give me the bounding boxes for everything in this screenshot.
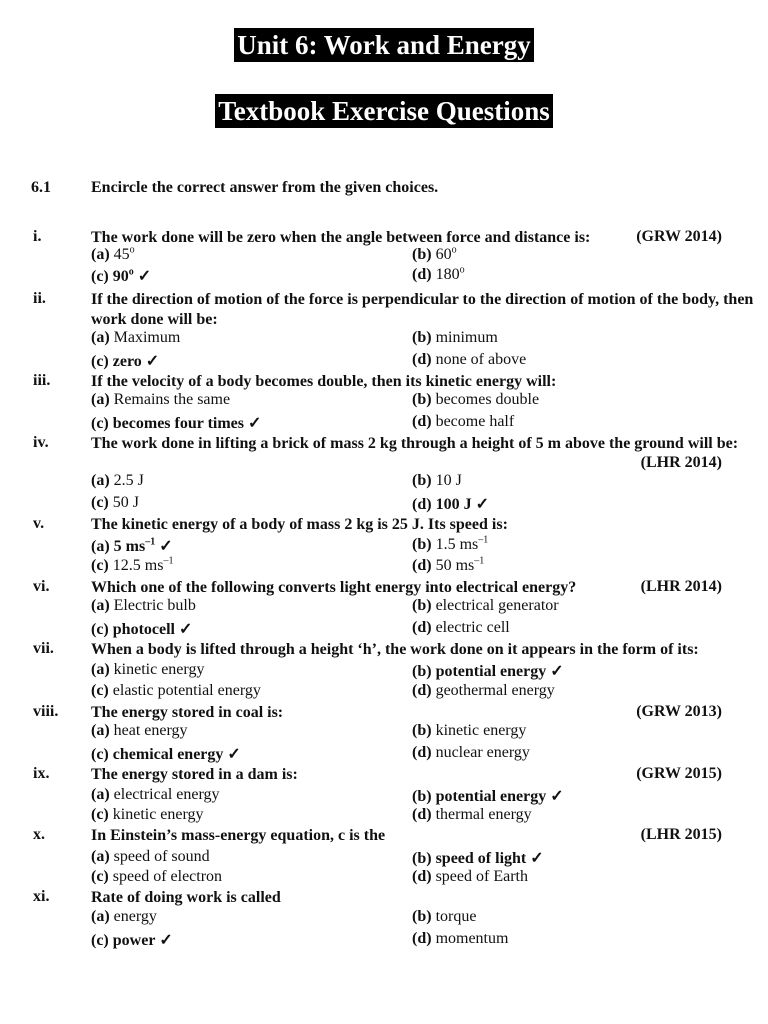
answer-option: [412, 351, 526, 369]
option-superscript: o: [129, 244, 135, 256]
checkmark-icon: ✓: [475, 496, 489, 513]
question-reference: (GRW 2013): [636, 703, 722, 720]
option-text: electrical generator: [435, 597, 559, 614]
option-label: (b): [412, 788, 432, 805]
option-label: (b): [412, 536, 432, 553]
answer-option-correct: [91, 413, 261, 433]
option-text: electric cell: [435, 619, 510, 636]
option-text: none of above: [435, 351, 527, 368]
option-text: speed of electron: [112, 868, 223, 885]
checkmark-icon: ✓: [159, 932, 173, 949]
option-label: (a): [91, 391, 110, 408]
answer-option: [91, 682, 261, 700]
checkmark-icon: ✓: [145, 353, 160, 370]
question-text: If the velocity of a body becomes double, then its kinetic energy will:: [91, 373, 557, 390]
question-text: Rate of doing work is called: [91, 889, 281, 906]
option-text: speed of Earth: [435, 868, 528, 885]
option-superscript: o: [459, 264, 465, 276]
option-text: 5 ms: [113, 538, 146, 555]
option-superscript: o: [128, 266, 134, 278]
question-text: The kinetic energy of a body of mass 2 kg is 25 J. Its speed is:: [91, 516, 508, 533]
page-subtitle-text: Textbook Exercise Questions: [215, 94, 553, 128]
option-text: becomes double: [435, 391, 540, 408]
option-label: (a): [91, 597, 110, 614]
question-number: vii.: [33, 640, 54, 657]
option-text: power: [112, 932, 156, 949]
option-label: (a): [91, 329, 110, 346]
option-label: (b): [412, 663, 432, 680]
option-text: speed of light: [435, 850, 527, 867]
option-text: nuclear energy: [435, 744, 530, 761]
checkmark-icon: ✓: [248, 415, 262, 432]
option-text: geothermal energy: [435, 682, 555, 699]
option-label: (c): [91, 806, 109, 823]
option-text: Maximum: [113, 329, 181, 346]
checkmark-icon: ✓: [550, 663, 564, 680]
option-label: (d): [412, 351, 432, 368]
option-text: Remains the same: [113, 391, 231, 408]
option-label: (b): [412, 850, 432, 867]
question-text: The work done will be zero when the angle between force and distance is:: [91, 229, 591, 246]
answer-option-correct: [412, 494, 489, 514]
option-text: kinetic energy: [435, 722, 527, 739]
page-title: [0, 28, 768, 62]
answer-option: [412, 930, 508, 948]
question-reference: (GRW 2014): [636, 228, 722, 245]
option-label: (b): [412, 597, 432, 614]
option-label: (a): [91, 848, 110, 865]
option-label: (d): [412, 744, 432, 761]
option-text: 100 J: [435, 496, 472, 513]
option-label: (d): [412, 413, 432, 430]
question-number: x.: [33, 826, 45, 843]
option-label: (a): [91, 722, 110, 739]
answer-option: [412, 619, 510, 637]
question-reference: (LHR 2014): [640, 454, 722, 471]
option-text: 60: [435, 246, 452, 263]
option-label: (c): [91, 932, 109, 949]
answer-option: [412, 868, 528, 886]
option-text: momentum: [435, 930, 509, 947]
option-text: Electric bulb: [113, 597, 196, 614]
option-text: 90: [112, 268, 129, 285]
option-text: 10 J: [435, 472, 462, 489]
option-label: (d): [412, 682, 432, 699]
option-text: 180: [435, 266, 460, 283]
question-reference: (LHR 2015): [640, 826, 722, 843]
question-number: ix.: [33, 765, 50, 782]
answer-option-correct: [412, 848, 544, 868]
answer-option: [412, 806, 532, 824]
answer-option-correct: [412, 661, 564, 681]
page-subtitle: [0, 94, 768, 128]
question-text: The work done in lifting a brick of mass 2 kg through a height of 5 m above the ground will be:: [91, 435, 739, 452]
option-label: (b): [412, 908, 432, 925]
option-superscript: –1: [474, 555, 485, 567]
option-text: energy: [113, 908, 157, 925]
option-label: (a): [91, 538, 110, 555]
exercise-number: 6.1: [31, 179, 51, 196]
option-text: zero: [112, 353, 142, 370]
answer-option: [91, 908, 157, 926]
answer-option: [412, 536, 488, 554]
answer-option: [412, 597, 559, 615]
answer-option-correct: [91, 536, 173, 556]
option-text: minimum: [435, 329, 498, 346]
answer-option-correct: [91, 619, 192, 639]
option-label: (d): [412, 496, 432, 513]
option-text: photocell: [112, 621, 175, 638]
answer-option: [412, 266, 465, 284]
question-number: iii.: [33, 372, 51, 389]
answer-option: [91, 806, 204, 824]
option-text: kinetic energy: [113, 661, 205, 678]
question-number: v.: [33, 515, 45, 532]
answer-option-correct: [91, 744, 241, 764]
answer-option: [91, 494, 139, 512]
option-label: (c): [91, 621, 109, 638]
answer-option: [91, 868, 222, 886]
option-text: 50 J: [112, 494, 139, 511]
question-text: The energy stored in coal is:: [91, 704, 284, 721]
option-label: (b): [412, 722, 432, 739]
question-number: ii.: [33, 290, 46, 307]
answer-option: [91, 722, 188, 740]
option-label: (b): [412, 329, 432, 346]
question-text: If the direction of motion of the force is perpendicular to the direction of motion of the body, then work done will be:: [91, 291, 754, 328]
option-text: potential energy: [435, 663, 547, 680]
answer-option: [412, 472, 462, 490]
checkmark-icon: ✓: [550, 788, 564, 805]
option-superscript: –1: [478, 534, 489, 546]
answer-option: [412, 908, 476, 926]
option-text: heat energy: [113, 722, 188, 739]
option-text: 1.5 ms: [435, 536, 479, 553]
answer-option: [412, 246, 457, 264]
option-label: (c): [91, 682, 109, 699]
answer-option: [91, 391, 230, 409]
exercise-instruction-text: Encircle the correct answer from the given choices.: [91, 179, 439, 196]
option-label: (a): [91, 786, 110, 803]
option-label: (c): [91, 415, 109, 432]
option-label: (d): [412, 266, 432, 283]
option-label: (c): [91, 353, 109, 370]
option-label: (a): [91, 908, 110, 925]
option-label: (c): [91, 494, 109, 511]
checkmark-icon: ✓: [137, 268, 152, 285]
answer-option: [412, 744, 530, 762]
answer-option: [412, 329, 498, 347]
answer-option: [91, 246, 135, 264]
question-number: xi.: [33, 888, 50, 905]
answer-option: [91, 786, 220, 804]
checkmark-icon: ✓: [159, 538, 173, 555]
option-text: becomes four times: [112, 415, 244, 432]
option-text: speed of sound: [113, 848, 210, 865]
option-superscript: –1: [163, 555, 174, 567]
option-text: kinetic energy: [112, 806, 204, 823]
answer-option: [412, 391, 539, 409]
answer-option-correct: [412, 786, 564, 806]
option-text: 45: [113, 246, 130, 263]
answer-option: [91, 597, 196, 615]
page-title-text: Unit 6: Work and Energy: [234, 28, 534, 62]
option-label: (c): [91, 268, 109, 285]
answer-option-correct: [91, 266, 151, 286]
question-text: The energy stored in a dam is:: [91, 766, 298, 783]
answer-option: [91, 661, 204, 679]
option-label: (d): [412, 619, 432, 636]
option-label: (a): [91, 661, 110, 678]
question-text: In Einstein’s mass-energy equation, c is the: [91, 827, 386, 844]
question-number: i.: [33, 228, 42, 245]
answer-option: [91, 848, 210, 866]
option-text: 12.5 ms: [112, 557, 164, 574]
option-label: (d): [412, 930, 432, 947]
option-label: (c): [91, 746, 109, 763]
question-text: When a body is lifted through a height ‘h’, the work done on it appears in the form of its:: [91, 641, 699, 658]
question-number: viii.: [33, 703, 59, 720]
answer-option: [412, 682, 555, 700]
option-text: potential energy: [435, 788, 547, 805]
option-text: elastic potential energy: [112, 682, 261, 699]
option-text: thermal energy: [435, 806, 532, 823]
option-superscript: o: [451, 244, 457, 256]
question-number: iv.: [33, 434, 49, 451]
answer-option: [91, 472, 144, 490]
option-label: (b): [412, 246, 432, 263]
option-label: (d): [412, 557, 432, 574]
answer-option: [412, 722, 526, 740]
option-text: chemical energy: [112, 746, 224, 763]
option-text: torque: [435, 908, 477, 925]
option-label: (a): [91, 246, 110, 263]
option-label: (b): [412, 391, 432, 408]
checkmark-icon: ✓: [178, 621, 193, 638]
checkmark-icon: ✓: [227, 746, 241, 763]
checkmark-icon: ✓: [530, 850, 544, 867]
answer-option: [412, 557, 484, 575]
option-text: become half: [435, 413, 515, 430]
option-label: (b): [412, 472, 432, 489]
option-label: (d): [412, 806, 432, 823]
option-text: 50 ms: [435, 557, 475, 574]
question-text: Which one of the following converts light energy into electrical energy?: [91, 579, 577, 596]
answer-option: [91, 329, 180, 347]
answer-option: [412, 413, 514, 431]
option-label: (a): [91, 472, 110, 489]
question-reference: (LHR 2014): [640, 578, 722, 595]
option-label: (c): [91, 868, 109, 885]
answer-option: [91, 557, 173, 575]
option-superscript: –1: [145, 536, 156, 548]
option-label: (c): [91, 557, 109, 574]
answer-option-correct: [91, 351, 159, 371]
option-label: (d): [412, 868, 432, 885]
option-text: electrical energy: [113, 786, 220, 803]
question-reference: (GRW 2015): [636, 765, 722, 782]
option-text: 2.5 J: [113, 472, 144, 489]
question-number: vi.: [33, 578, 50, 595]
answer-option-correct: [91, 930, 173, 950]
